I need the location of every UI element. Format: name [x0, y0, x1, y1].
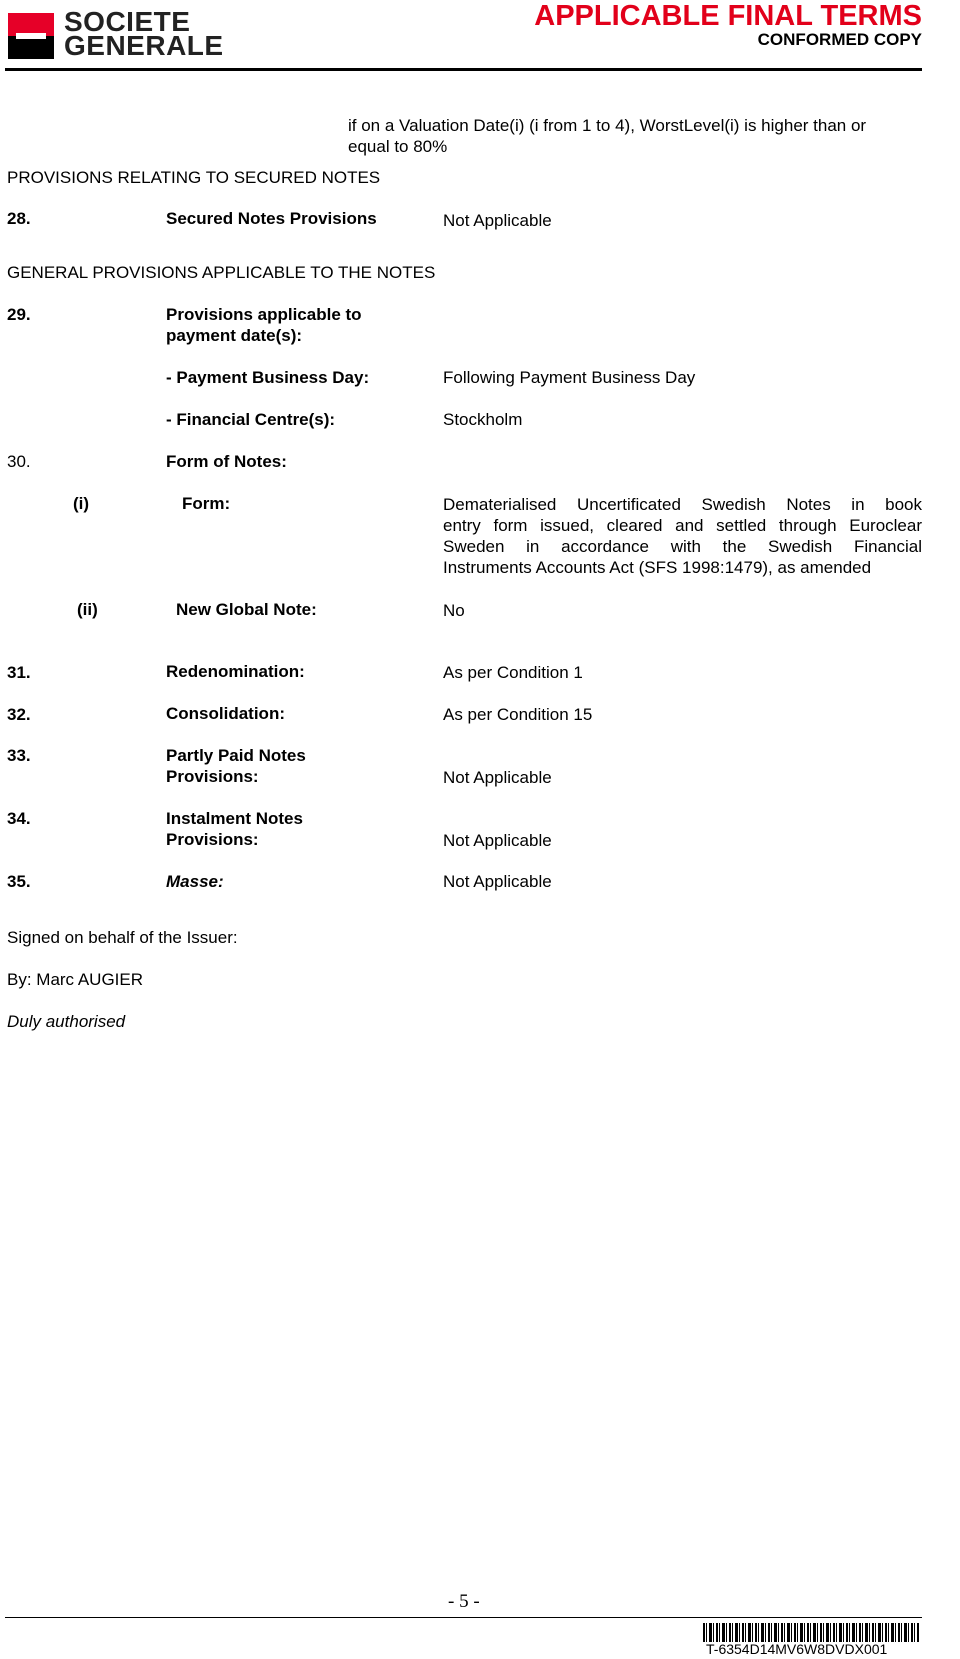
item-35-number: 35.: [7, 872, 31, 891]
item-29-number: 29.: [7, 305, 31, 324]
item-30-i-number: (i): [73, 494, 90, 513]
header-divider: [5, 68, 922, 71]
document-subtitle: CONFORMED COPY: [757, 30, 922, 49]
item-29-label-line2: payment date(s):: [166, 326, 303, 345]
item-28-label: Secured Notes Provisions: [166, 209, 377, 228]
item-30-i-value-line4: Instruments Accounts Act (SFS 1998:1479), as amended: [443, 558, 872, 577]
barcode-code: T-6354D14MV6W8DVDX001: [706, 1641, 888, 1657]
item-30-ii-label: New Global Note:: [176, 600, 317, 619]
logo-text-line1: SOCIETE: [64, 6, 191, 37]
item-34-number: 34.: [7, 809, 31, 828]
document-title: APPLICABLE FINAL TERMS: [534, 0, 922, 32]
item-28-value: Not Applicable: [443, 211, 552, 230]
intro-text-line2: equal to 80%: [348, 137, 448, 156]
item-33-label-line2: Provisions:: [166, 767, 259, 786]
item-30-ii-number: (ii): [77, 600, 98, 619]
item-30-i-value-line2: entry form issued, cleared and settled through Euroclear: [443, 516, 922, 535]
general-provisions-heading: GENERAL PROVISIONS APPLICABLE TO THE NOTES: [7, 263, 436, 282]
item-35-label: Masse:: [166, 872, 224, 891]
item-34-value: Not Applicable: [443, 831, 552, 850]
item-32-label: Consolidation:: [166, 704, 285, 723]
societe-generale-logo-icon: [8, 13, 54, 59]
item-29-payment-business-day-value: Following Payment Business Day: [443, 368, 696, 387]
item-29-financial-centre-value: Stockholm: [443, 410, 523, 429]
duly-authorised-text: Duly authorised: [7, 1012, 126, 1031]
item-30-i-value: [443, 494, 922, 578]
intro-text-line1: if on a Valuation Date(i) (i from 1 to 4), WorstLevel(i) is higher than or: [348, 116, 867, 135]
item-30-i-value-line1: Dematerialised Uncertificated Swedish Notes in book: [443, 495, 922, 514]
item-30-number: 30.: [7, 452, 31, 471]
footer-divider: [5, 1617, 922, 1618]
item-30-i-label: Form:: [182, 494, 231, 513]
item-30-i-value-line3: Sweden in accordance with the Swedish Financial: [443, 537, 922, 556]
item-34-label-line2: Provisions:: [166, 830, 259, 849]
item-33-value: Not Applicable: [443, 768, 552, 787]
item-29-label-line1: Provisions applicable to: [166, 305, 362, 324]
item-31-number: 31.: [7, 663, 31, 682]
item-29-payment-business-day-label: - Payment Business Day:: [166, 368, 370, 387]
secured-notes-heading: PROVISIONS RELATING TO SECURED NOTES: [7, 168, 381, 187]
item-33-number: 33.: [7, 746, 31, 765]
item-29-financial-centre-label: - Financial Centre(s):: [166, 410, 336, 429]
signed-on-behalf-text: Signed on behalf of the Issuer:: [7, 928, 238, 947]
item-30-ii-value: No: [443, 601, 465, 620]
item-31-label: Redenomination:: [166, 662, 305, 681]
item-31-value: As per Condition 1: [443, 663, 583, 682]
page-number: - 5 -: [448, 1591, 480, 1612]
logo-text-line2: GENERALE: [64, 30, 224, 61]
item-32-value: As per Condition 15: [443, 705, 593, 724]
signatory-name: By: Marc AUGIER: [7, 970, 144, 989]
item-32-number: 32.: [7, 705, 31, 724]
barcode-icon: [703, 1623, 919, 1642]
item-30-label: Form of Notes:: [166, 452, 287, 471]
item-28-number: 28.: [7, 209, 31, 228]
item-35-value: Not Applicable: [443, 872, 552, 891]
item-34-label-line1: Instalment Notes: [166, 809, 303, 828]
item-33-label-line1: Partly Paid Notes: [166, 746, 306, 765]
